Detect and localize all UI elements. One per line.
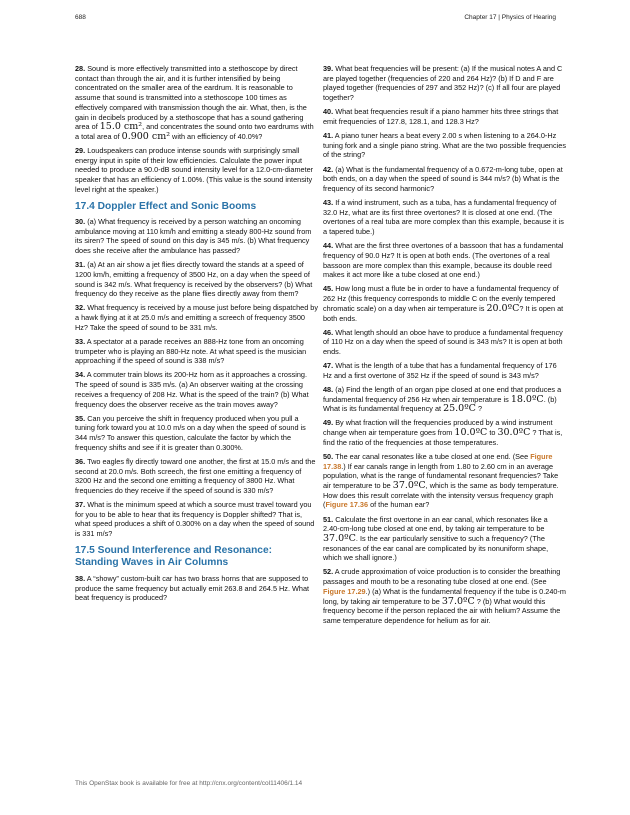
problem-51 [323, 515, 566, 564]
problem-text: .) (a) What is the fundamental frequency if the tube is 0.240-m long, by taking air temperature to be [323, 586, 566, 606]
problem-46 [323, 328, 566, 357]
problem-text: (a) What is the fundamental frequency of a 0.672-m-long tube, open at both ends, on a day when the speed of sound is 344 m/s? (b) What is the frequency of its second harmonic? [323, 164, 563, 193]
problem-number: 36. [75, 456, 86, 466]
problem-text: A spectator at a parade receives an 888-Hz tone from an oncoming trumpeter who is playing an 880-Hz note. At what speed is the musician approaching if the speed of sound is 338 m/s? [75, 336, 307, 366]
problem-number: 40. [323, 107, 334, 117]
problem-text: . Is the ear particularly sensitive to such a frequency? (The resonances of the ear canal are complicated by its nonuniform shape, which we shall ignore.) [323, 533, 549, 563]
problem-number: 43. [323, 198, 334, 207]
problem-text: What is the length of a tube that has a fundamental frequency of 176 Hz and a first overtone of 352 Hz if the speed of sound is 343 m/s? [323, 361, 557, 380]
math-expression: 37.0ºC [392, 480, 426, 492]
problem-number: 48. [323, 384, 334, 394]
section-heading-17-5: 17.5 Sound Interference and Resonance: Standing Waves in Air Columns [75, 544, 273, 569]
problem-31 [75, 260, 318, 299]
problem-number: 49. [323, 418, 334, 428]
problem-33 [75, 337, 318, 366]
problem-35 [75, 414, 318, 453]
problem-number: 42. [323, 164, 334, 174]
problem-text: , and concentrates the sound onto two eardrums with a total area of [75, 122, 314, 141]
problem-text: By what fraction will the frequencies produced by a wind instrument change when air temperature goes from [323, 418, 553, 438]
right-column [323, 64, 566, 630]
problem-41 [323, 131, 566, 160]
problem-30 [75, 217, 318, 256]
problem-text: A commuter train blows its 200-Hz horn as it approaches a crossing. The speed of sound is 335 m/s. (a) An observer waiting at the crossing receives a frequency of 208 Hz. What is the speed of the train? (b) What frequency does the observer receive as the train moves away? [75, 370, 309, 409]
problem-text: ? That is, find the ratio of the frequencies at those temperatures. [323, 428, 563, 447]
problem-32 [75, 303, 318, 332]
problem-49 [323, 418, 566, 447]
problem-text: Calculate the first overtone in an ear canal, which resonates like a 2.40-cm-long tube closed at one end, by taking air temperature to be [323, 514, 548, 534]
problem-text: If a wind instrument, such as a tuba, has a fundamental frequency of 32.0 Hz, what are its first three overtones? It is closed at one end. (The overtones of a real tuba are more complex than this example, because it is a tapered tube.) [323, 198, 564, 237]
problem-number: 47. [323, 361, 334, 371]
problem-38 [75, 574, 318, 603]
math-expression: 15.0 cm² [99, 121, 143, 133]
math-expression: 37.0ºC [323, 532, 356, 544]
problem-42 [323, 165, 566, 194]
problem-39 [323, 64, 566, 103]
problem-text: A piano tuner hears a beat every 2.00 s when listening to a 264.0-Hz tuning fork and a single piano string. What are the two possible frequencies of the string? [323, 131, 566, 160]
problem-number: 30. [75, 217, 86, 227]
problem-50 [323, 452, 566, 510]
problem-36 [75, 457, 318, 496]
problem-40 [323, 107, 566, 126]
problem-number: 37. [75, 500, 86, 510]
problem-text: ? (b) What would this frequency become if the person replaced the air with helium? Assume the same temperature dependence for helium as for air. [323, 596, 561, 625]
figure-link[interactable]: Figure 17.36 [325, 500, 369, 510]
problem-number: 41. [323, 131, 334, 140]
problem-text: How long must a flute be in order to have a fundamental frequency of 262 Hz (this frequency corresponds to middle C on the evenly tempered chromatic scale) on a day when air temperature is [323, 284, 559, 313]
problem-text: What is the minimum speed at which a source must travel toward you for you to be able to hear that its frequency is Doppler shifted? That is, what speed produces a shift of 0.300% on a day when the speed of sound is 331 m/s? [75, 500, 315, 539]
problem-number: 28. [75, 64, 86, 73]
problem-number: 38. [75, 573, 86, 583]
problem-text: A crude approximation of voice production is to consider the breathing passages and mouth to be a resonating tube closed at one end. (See [323, 567, 561, 587]
problem-text: of the human ear? [370, 500, 430, 510]
problem-number: 29. [75, 146, 86, 156]
problem-44 [323, 241, 566, 280]
problem-34 [75, 370, 318, 409]
problem-text: to [489, 428, 496, 438]
problem-text: with an efficiency of 40.0%? [172, 131, 263, 141]
math-expression: 10.0ºC [454, 427, 488, 439]
math-expression: 25.0ºC [443, 403, 476, 415]
problem-number: 52. [323, 567, 334, 577]
problem-text: (a) Find the length of an organ pipe closed at one end that produces a fundamental frequency of 256 Hz when air temperature is [323, 384, 562, 404]
problem-29 [75, 146, 318, 195]
chapter-header: Chapter 17 | Physics of Hearing [464, 14, 556, 21]
section-heading-17-4: 17.4 Doppler Effect and Sonic Booms [75, 200, 257, 212]
problem-text: , which is the same as body temperature. How does this result correlate with the intensity versus frequency graph ( [323, 481, 559, 510]
problem-number: 39. [323, 64, 334, 73]
problem-text: ? [477, 404, 483, 414]
footer-note: This OpenStax book is available for free at http://cnx.org/content/col11406/1.14 [75, 780, 303, 787]
math-expression: 0.900 cm² [121, 130, 171, 142]
page-number: 688 [75, 14, 86, 21]
figure-link[interactable]: Figure 17.29 [323, 586, 366, 596]
problem-text: What frequency is received by a mouse just before being dispatched by a hawk flying at it at 25.0 m/s and emitting a screech of frequency 3500 Hz? Take the speed of sound to be 331 m/s. [75, 303, 318, 332]
problem-number: 31. [75, 260, 86, 270]
problem-number: 44. [323, 241, 334, 251]
problem-number: 33. [75, 336, 86, 346]
problem-47 [323, 361, 566, 380]
problem-number: 51. [323, 514, 334, 524]
problem-text: What are the first three overtones of a bassoon that has a fundamental frequency of 90.0 Hz? It is open at both ends. (The overtones of a real bassoon are more complex than this example, because its double reed makes it act more like a tube closed at one end.) [323, 241, 564, 280]
math-expression: 30.0ºC [497, 427, 531, 439]
problem-number: 32. [75, 303, 86, 313]
problem-text: What length should an oboe have to produce a fundamental frequency of 110 Hz on a day when the speed of sound is 343 m/s? It is open at both ends. [323, 327, 563, 357]
problem-43 [323, 198, 566, 237]
problem-text: Loudspeakers can produce intense sounds with surprisingly small energy input in spite of their low efficiencies. Calculate the power input needed to produce a 90.0-dB sound intensity level for a 12.0-cm-diameter speaker that has an efficiency of 1.00%. (This value is the sound intensity level right at the speaker.) [75, 146, 314, 194]
problem-number: 50. [323, 451, 334, 461]
problem-text: A “showy” custom-built car has two brass horns that are supposed to produce the same frequency but actually emit 263.8 and 264.5 Hz. What beat frequency is produced? [75, 573, 310, 603]
problem-text: . (b) What is its fundamental frequency at [323, 394, 557, 414]
problem-number: 35. [75, 413, 86, 423]
problem-text: Two eagles fly directly toward one another, the first at 15.0 m/s and the second at 20.0 m/s. Both screech, the first one emitting a frequency of 3200 Hz and the second one emitting a frequency of 3800 Hz. What frequencies do they receive if the speed of sound is 330 m/s? [75, 456, 316, 495]
math-expression: 20.0ºC [486, 302, 520, 314]
problem-number: 34. [75, 370, 86, 380]
problem-48 [323, 385, 566, 414]
math-expression: 37.0ºC [441, 595, 475, 607]
problem-text: What beat frequencies will be present: (a) If the musical notes A and C are played together (frequencies of 220 and 264 Hz)? (b) If D and F are played together (frequencies of 297 and 352 Hz)? (c) If all four are played together? [323, 64, 563, 103]
problem-37 [75, 500, 318, 539]
figure-link[interactable]: Figure 17.38 [323, 451, 553, 471]
problem-text: .) If ear canals range in length from 1.80 to 2.60 cm in an average population, what is the range of fundamental resonant frequencies? Take air temperature to be [323, 461, 559, 491]
problem-text: (a) At an air show a jet flies directly toward the stands at a speed of 1200 km/h, emitting a frequency of 3500 Hz, on a day when the speed of sound is 342 m/s. What frequency is received by the observers? (b) What frequency do they receive as the plane flies directly away from them? [75, 260, 313, 299]
problem-52 [323, 567, 566, 625]
problem-text: The ear canal resonates like a tube closed at one end. (See [335, 451, 529, 461]
problem-number: 46. [323, 327, 334, 337]
problem-text: What beat frequencies result if a piano hammer hits three strings that emit frequencies of 127.8, 128.1, and 128.3 Hz? [323, 107, 559, 126]
problem-45 [323, 284, 566, 323]
problem-text: ? It is open at both ends. [323, 303, 564, 323]
left-column [75, 64, 318, 607]
problem-text: Sound is more effectively transmitted into a stethoscope by direct contact than through the air, and it is further intensified by being concentrated on the smaller area of the eardrum. It is reasonable to assume that sound is transmitted into a stethoscope 100 times as effectively compared with transmission though the air. What, then, is the gain in decibels produced by a stethoscope that has a sound gathering area of [75, 64, 307, 132]
problem-text: Can you perceive the shift in frequency produced when you pull a tuning fork toward you at 10.0 m/s on a day when the speed of sound is 344 m/s? To answer this question, calculate the factor by which the frequency shifts and see if it is greater than 0.300%. [75, 413, 306, 452]
problem-number: 45. [323, 284, 334, 294]
math-expression: 18.0ºC [510, 393, 544, 405]
problem-28 [75, 64, 318, 142]
problem-text: (a) What frequency is received by a person watching an oncoming ambulance moving at 110 km/h and emitting a steady 800-Hz sound from its siren? The speed of sound on this day is 345 m/s. (b) What frequency does she receive after the ambulance has passed? [75, 217, 312, 256]
